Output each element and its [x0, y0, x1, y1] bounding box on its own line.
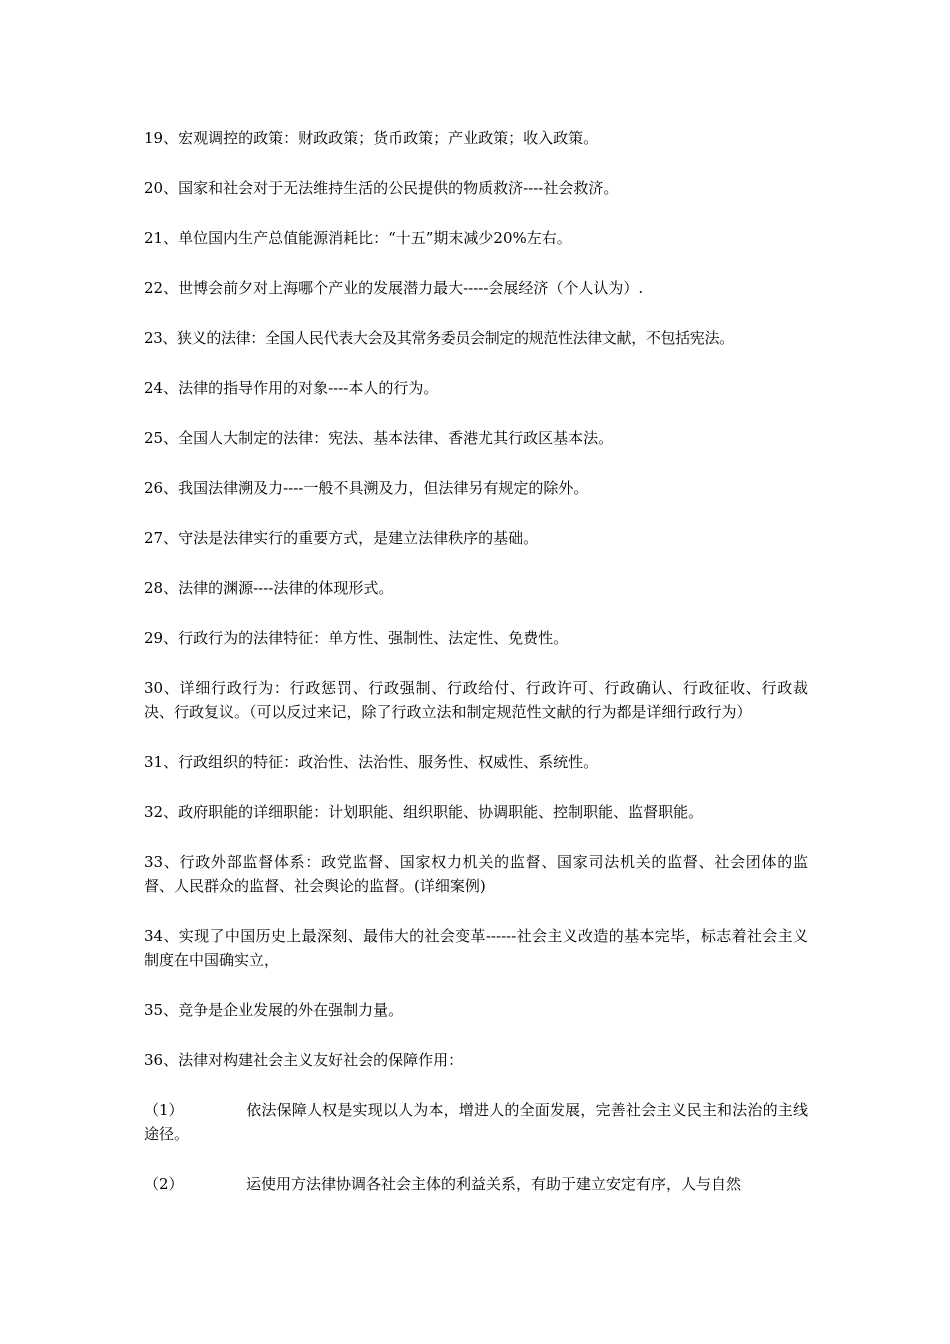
list-item-32: 32、政府职能的详细职能：计划职能、组织职能、协调职能、控制职能、监督职能。: [144, 803, 704, 821]
list-item-22: 22、世博会前夕对上海哪个产业的发展潜力最大-----会展经济（个人认为）.: [144, 279, 644, 297]
list-item-20: 20、国家和社会对于无法维持生活的公民提供的物质救济----社会救济。: [144, 179, 619, 197]
sub-item-1: [144, 1098, 808, 1146]
list-item-27: 27、守法是法律实行的重要方式，是建立法律秩序的基础。: [144, 529, 539, 547]
list-item-19: 19、宏观调控的政策：财政政策；货币政策；产业政策；收入政策。: [144, 129, 599, 147]
list-item-21: 21、单位国内生产总值能源消耗比：“十五”期末减少20%左右。: [144, 229, 572, 247]
list-item-28: 28、法律的渊源----法律的体现形式。: [144, 579, 394, 597]
document-page: [144, 126, 808, 1222]
sub-item-marker: （2）: [144, 1175, 184, 1193]
sub-item-marker: （1）: [144, 1101, 184, 1119]
list-item-36: 36、法律对构建社会主义友好社会的保障作用：: [144, 1051, 464, 1069]
sub-item-text: 依法保障人权是实现以人为本，增进人的全面发展，完善社会主义民主和法治的主线途径。: [144, 1101, 808, 1143]
list-item-35: 35、竞争是企业发展的外在强制力量。: [144, 1001, 404, 1019]
list-item-33: 33、行政外部监督体系：政党监督、国家权力机关的监督、国家司法机关的监督、社会团体的监督、人民群众的监督、社会舆论的监督。(详细案例): [144, 853, 808, 895]
sub-item-2: [144, 1172, 808, 1196]
list-item-31: 31、行政组织的特征：政治性、法治性、服务性、权威性、系统性。: [144, 753, 599, 771]
list-item-29: 29、行政行为的法律特征：单方性、强制性、法定性、免费性。: [144, 629, 569, 647]
sub-item-text: 运使用方法律协调各社会主体的利益关系，有助于建立安定有序，人与自然: [246, 1175, 742, 1193]
list-item-25: 25、全国人大制定的法律：宪法、基本法律、香港尤其行政区基本法。: [144, 429, 614, 447]
list-item-34: 34、实现了中国历史上最深刻、最伟大的社会变革------社会主义改造的基本完毕，标志着社会主义制度在中国确实立，: [144, 927, 808, 969]
list-item-23: 23、狭义的法律：全国人民代表大会及其常务委员会制定的规范性法律文献，不包括宪法。: [144, 329, 734, 347]
list-item-26: 26、我国法律溯及力----一般不具溯及力，但法律另有规定的除外。: [144, 479, 589, 497]
list-item-24: 24、法律的指导作用的对象----本人的行为。: [144, 379, 439, 397]
list-item-30: 30、详细行政行为：行政惩罚、行政强制、行政给付、行政许可、行政确认、行政征收、行政裁决、行政复议。（可以反过来记，除了行政立法和制定规范性文献的行为都是详细行政行为）: [144, 679, 808, 721]
